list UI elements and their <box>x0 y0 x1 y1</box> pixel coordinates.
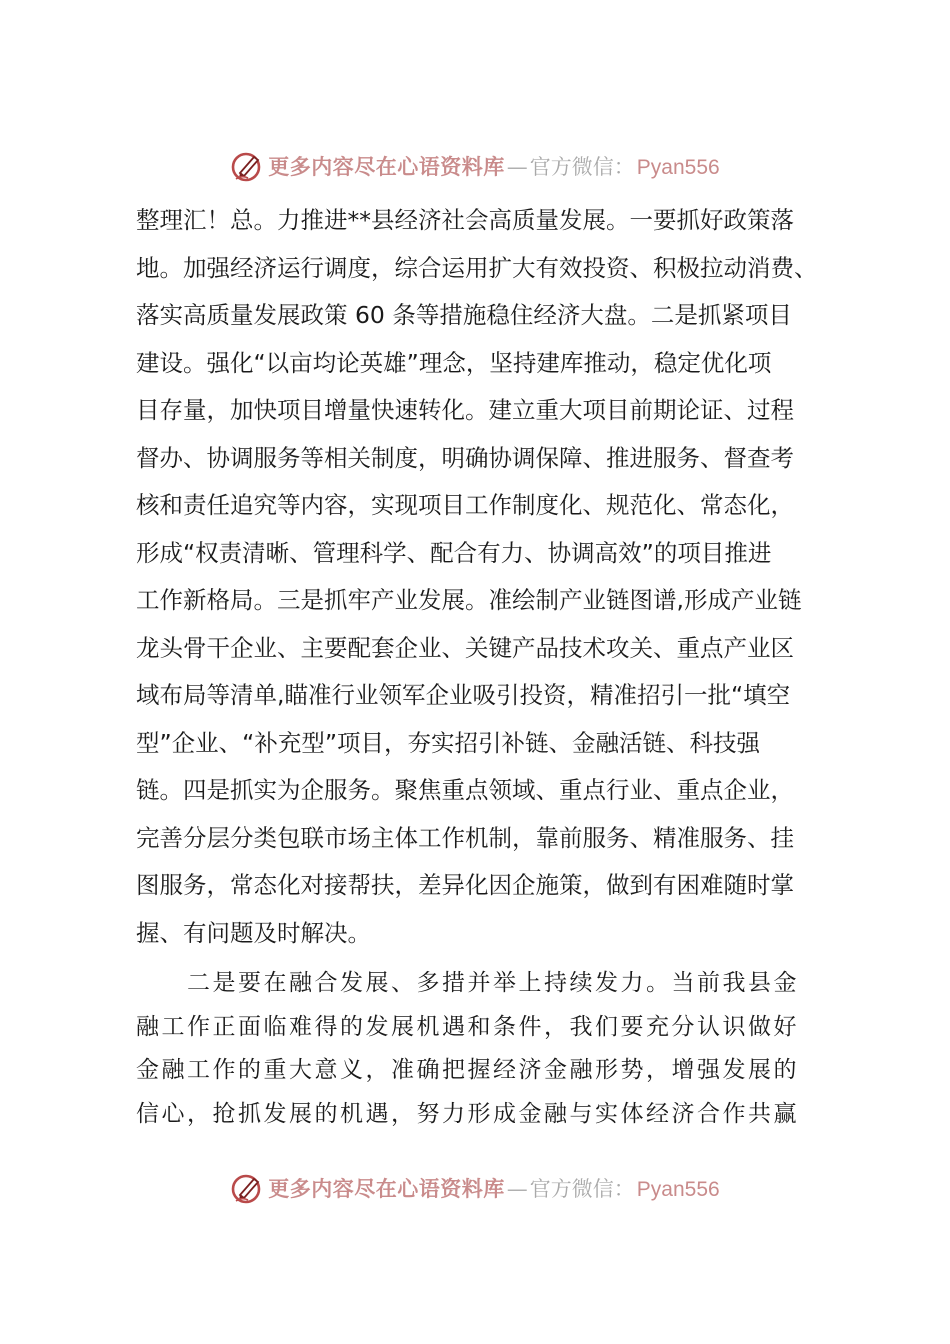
text-line: 落实高质量发展政策 60 条等措施稳住经济大盘。二是抓紧项目 <box>136 301 792 329</box>
paragraph-2 <box>136 962 816 1136</box>
text-line: 二是要在融合发展、多措并举上持续发力。当前我县金 <box>136 970 799 996</box>
text-line: 目存量，加快项目增量快速转化。建立重大项目前期论证、过程 <box>136 396 794 424</box>
banner-dash: — <box>506 1177 528 1201</box>
text-line: 融工作正面临难得的发展机遇和条件，我们要充分认识做好 <box>136 1013 799 1040</box>
header-banner <box>0 146 950 186</box>
text-line: 完善分层分类包联市场主体工作机制，靠前服务、精准服务、挂 <box>136 823 794 852</box>
text-line: 督办、协调服务等相关制度，明确协调保障、推进服务、督查考 <box>136 443 794 472</box>
text-line: 握、有问题及时解决。 <box>136 918 371 947</box>
banner-wechat-id: Pyan556 <box>636 1178 720 1201</box>
banner-wechat-label: 官方微信： <box>529 1177 635 1201</box>
paragraph-1 <box>136 197 816 957</box>
text-line: 域布局等清单,瞄准行业领军企业吸引投资，精准招引一批“填空 <box>136 681 791 709</box>
banner-text <box>268 151 719 181</box>
banner-dash: — <box>506 155 528 179</box>
text-line: 整理汇！总。力推进**县经济社会高质量发展。一要抓好政策落 <box>136 206 794 234</box>
text-line: 龙头骨干企业、主要配套企业、关键产品技术攻关、重点产业区 <box>136 633 794 662</box>
text-line: 信心，抢抓发展的机遇，努力形成金融与实体经济合作共赢 <box>136 1100 799 1127</box>
banner-main-text: 更多内容尽在心语资料库 <box>268 154 505 179</box>
banner-main-text: 更多内容尽在心语资料库 <box>268 1176 505 1201</box>
text-line: 图服务，常态化对接帮扶，差异化因企施策，做到有困难随时掌 <box>136 871 794 899</box>
pen-in-circle-icon <box>230 149 264 183</box>
banner-wechat-label: 官方微信： <box>529 155 635 179</box>
text-line: 建设。强化“以亩均论英雄”理念，坚持建库推动，稳定优化项 <box>136 348 772 377</box>
pen-in-circle-icon <box>230 1171 264 1205</box>
text-line: 型”企业、“补充型”项目，夯实招引补链、金融活链、科技强 <box>136 728 761 757</box>
text-line: 形成“权责清晰、管理科学、配合有力、协调高效”的项目推进 <box>136 538 772 567</box>
footer-banner <box>0 1168 950 1208</box>
banner-wechat-id: Pyan556 <box>636 156 720 179</box>
banner-text <box>268 1173 719 1203</box>
text-line: 链。四是抓实为企服务。聚焦重点领域、重点行业、重点企业， <box>136 776 794 804</box>
text-line: 地。加强经济运行调度，综合运用扩大有效投资、积极拉动消费、 <box>136 253 818 282</box>
text-line: 金融工作的重大意义，准确把握经济金融形势，增强发展的 <box>136 1057 799 1083</box>
text-line: 核和责任追究等内容，实现项目工作制度化、规范化、常态化， <box>136 491 794 519</box>
text-line: 工作新格局。三是抓牢产业发展。准绘制产业链图谱,形成产业链 <box>136 586 802 614</box>
